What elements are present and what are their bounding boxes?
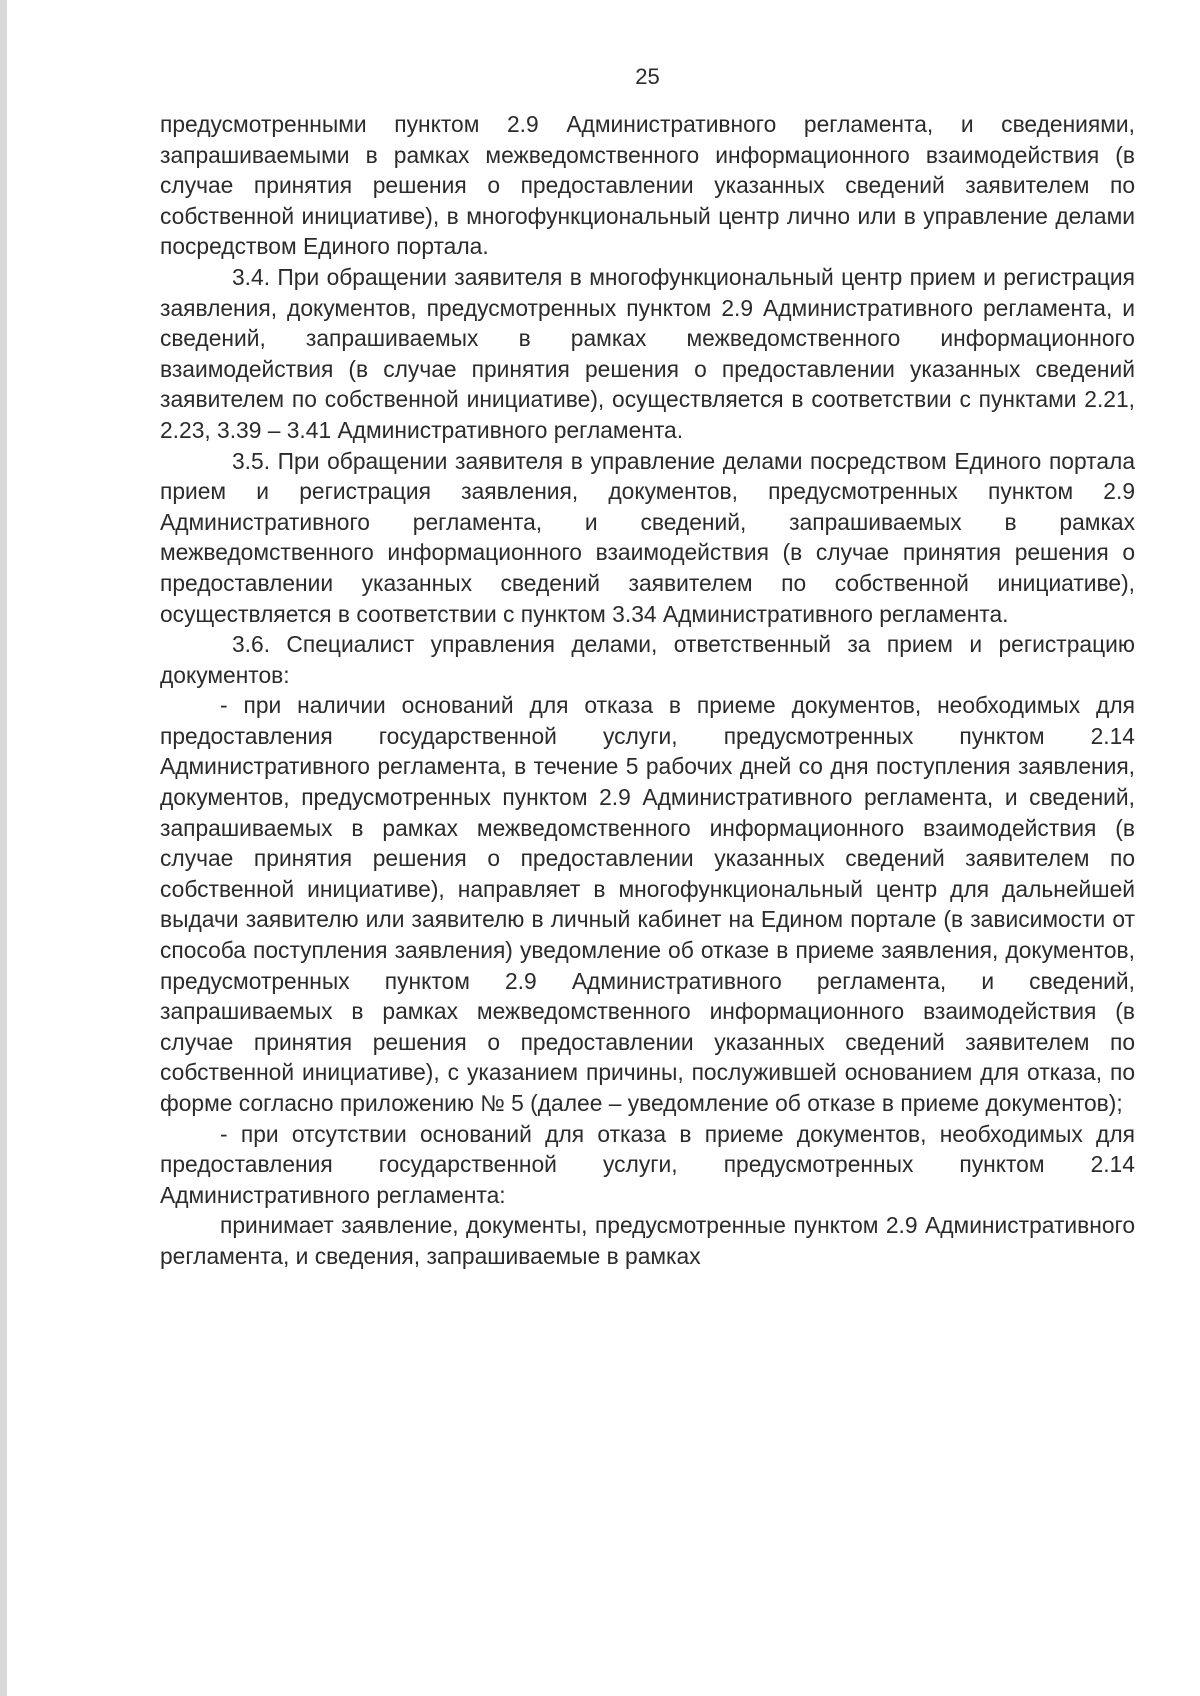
scan-left-edge [0, 0, 7, 1696]
document-body [160, 109, 1135, 1272]
paragraph-3-5: 3.5. При обращении заявителя в управление делами посредством Единого портала прием и регистрация заявления, документов, предусмотренных пунктом 2.9 Административного регламента, и сведений, запрашиваемых в рамках межведомственного информационного взаимодействия (в случае принятия решения о предоставлении указанных сведений заявителем по собственной инициативе), осуществляется в соответствии с пунктом 3.34 Административного регламента. [160, 447, 1135, 627]
paragraph-continuation: предусмотренными пунктом 2.9 Административного регламента, и сведениями, запрашиваемыми в рамках межведомственного информационного взаимодействия (в случае принятия решения о предоставлении указанных сведений заявителем по собственной инициативе), в многофункциональный центр лично или в управление делами посредством Единого портала. [160, 111, 1135, 260]
paragraph-3-4: 3.4. При обращении заявителя в многофункциональный центр прием и регистрация заявления, документов, предусмотренных пунктом 2.9 Административного регламента, и сведений, запрашиваемых в рамках межведомственного информационного взаимодействия (в случае принятия решения о предоставлении указанных сведений заявителем по собственной инициативе), осуществляется в соответствии с пунктами 2.21, 2.23, 3.39 – 3.41 Административного регламента. [160, 263, 1135, 443]
paragraph-3-6: 3.6. Специалист управления делами, ответственный за прием и регистрацию документов: [160, 631, 1135, 688]
document-page [160, 0, 1135, 1696]
paragraph-accepts-application: принимает заявление, документы, предусмотренные пунктом 2.9 Административного регламента, и сведения, запрашиваемые в рамках [160, 1212, 1135, 1269]
list-item-refusal: - при наличии оснований для отказа в приеме документов, необходимых для предоставления государственной услуги, предусмотренных пунктом 2.14 Административного регламента, в течение 5 рабочих дней со дня поступления заявления, документов, предусмотренных пунктом 2.9 Административного регламента, и сведений, запрашиваемых в рамках межведомственного информационного взаимодействия (в случае принятия решения о предоставлении указанных сведений заявителем по собственной инициативе), направляет в многофункциональный центр для дальнейшей выдачи заявителю или заявителю в личный кабинет на Едином портале (в зависимости от способа поступления заявления) уведомление об отказе в приеме заявления, документов, предусмотренных пунктом 2.9 Административного регламента, и сведений, запрашиваемых в рамках межведомственного информационного взаимодействия (в случае принятия решения о предоставлении указанных сведений заявителем по собственной инициативе), с указанием причины, послужившей основанием для отказа, по форме согласно приложению № 5 (далее – уведомление об отказе в приеме документов); [160, 692, 1135, 1116]
list-item-no-refusal: - при отсутствии оснований для отказа в приеме документов, необходимых для предоставления государственной услуги, предусмотренных пунктом 2.14 Административного регламента: [160, 1120, 1135, 1208]
page-number: 25 [635, 64, 660, 89]
